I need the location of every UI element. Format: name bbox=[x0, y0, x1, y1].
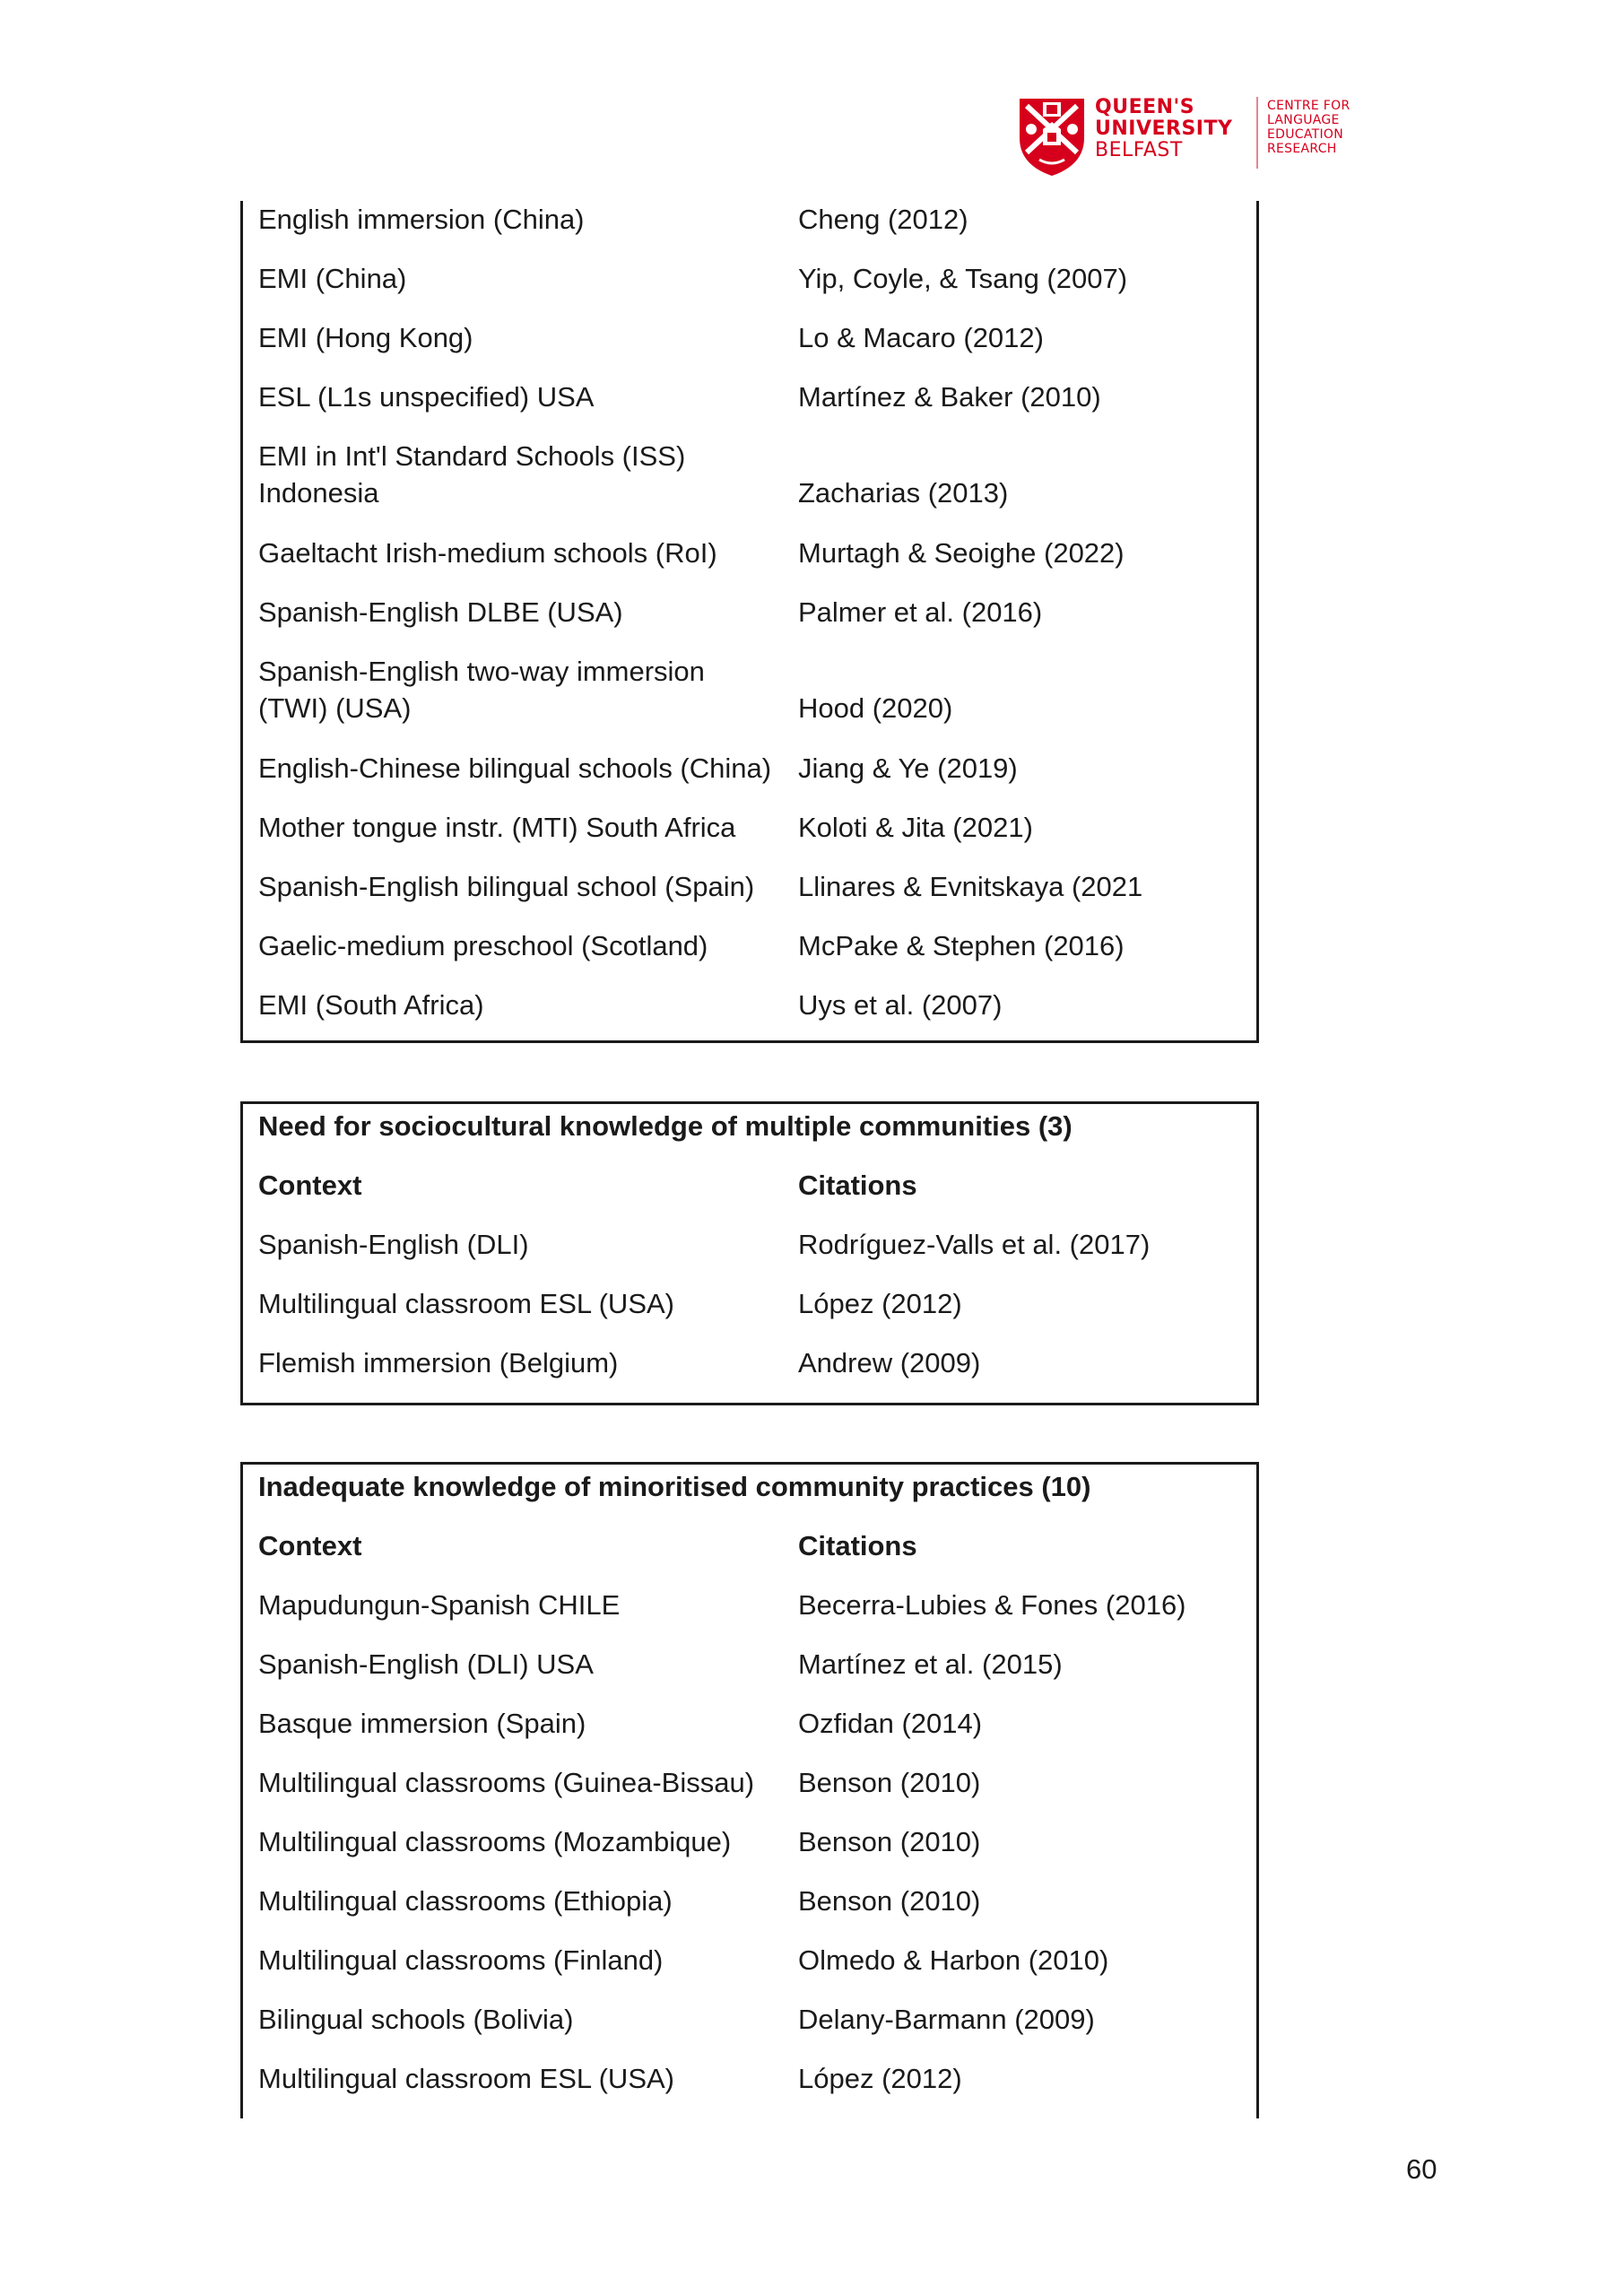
logo-divider bbox=[1256, 97, 1258, 169]
context-cell bbox=[258, 653, 796, 726]
context-cell: Gaeltacht Irish-medium schools (RoI) bbox=[258, 537, 717, 569]
university-name-line-1: QUEEN'S bbox=[1095, 96, 1195, 118]
context-cell: Mapudungun-Spanish CHILE bbox=[258, 1589, 621, 1621]
context-cell: Multilingual classrooms (Mozambique) bbox=[258, 1826, 732, 1857]
citation-cell: Olmedo & Harbon (2010) bbox=[798, 1944, 1109, 1976]
context-cell: EMI (South Africa) bbox=[258, 989, 484, 1021]
context-cell: Multilingual classrooms (Guinea-Bissau) bbox=[258, 1767, 755, 1798]
centre-name-line-1: CENTRE FOR bbox=[1267, 99, 1350, 113]
context-cell: English-Chinese bilingual schools (China) bbox=[258, 752, 772, 784]
context-line: (TWI) (USA) bbox=[258, 692, 412, 724]
context-line: EMI in Int'l Standard Schools (ISS) bbox=[258, 440, 686, 472]
context-cell: Multilingual classrooms (Finland) bbox=[258, 1944, 664, 1976]
centre-name-line-4: RESEARCH bbox=[1267, 142, 1337, 156]
context-cell bbox=[258, 438, 796, 511]
citation-cell: Cheng (2012) bbox=[798, 204, 968, 235]
context-cell: ESL (L1s unspecified) USA bbox=[258, 381, 595, 413]
context-cell: EMI (Hong Kong) bbox=[258, 322, 473, 353]
centre-name-line-2: LANGUAGE bbox=[1267, 113, 1340, 127]
context-cell: Spanish-English bilingual school (Spain) bbox=[258, 871, 755, 902]
sociocultural-knowledge-table bbox=[240, 1101, 1259, 1405]
table-title: Inadequate knowledge of minoritised community practices (10) bbox=[258, 1471, 1091, 1502]
citation-cell: Martínez et al. (2015) bbox=[798, 1648, 1063, 1680]
context-cell: EMI (China) bbox=[258, 263, 407, 294]
citations-column-header: Citations bbox=[798, 1530, 917, 1561]
context-line: Indonesia bbox=[258, 477, 379, 509]
citation-cell: McPake & Stephen (2016) bbox=[798, 930, 1125, 961]
citation-cell: López (2012) bbox=[798, 1288, 962, 1319]
context-cell: Multilingual classroom ESL (USA) bbox=[258, 1288, 675, 1319]
context-cell: Gaelic-medium preschool (Scotland) bbox=[258, 930, 708, 961]
citation-cell: Andrew (2009) bbox=[798, 1347, 981, 1378]
context-column-header: Context bbox=[258, 1170, 362, 1201]
citation-cell: Delany-Barmann (2009) bbox=[798, 2004, 1095, 2035]
context-cell: Spanish-English (DLI) bbox=[258, 1229, 529, 1260]
citation-cell: Llinares & Evnitskaya (2021 bbox=[798, 871, 1143, 902]
citation-cell: Hood (2020) bbox=[798, 692, 953, 724]
citation-cell: Ozfidan (2014) bbox=[798, 1708, 983, 1739]
citation-cell: Yip, Coyle, & Tsang (2007) bbox=[798, 263, 1128, 294]
minoritised-community-practices-table bbox=[240, 1462, 1259, 2118]
citation-cell: Koloti & Jita (2021) bbox=[798, 812, 1033, 843]
context-cell: Mother tongue instr. (MTI) South Africa bbox=[258, 812, 736, 843]
university-name-line-2: UNIVERSITY bbox=[1095, 117, 1233, 140]
citation-cell: Lo & Macaro (2012) bbox=[798, 322, 1044, 353]
context-citations-table-continued bbox=[240, 201, 1259, 1043]
context-cell: Multilingual classroom ESL (USA) bbox=[258, 2063, 675, 2094]
citation-cell: Murtagh & Seoighe (2022) bbox=[798, 537, 1125, 569]
context-cell: Spanish-English (DLI) USA bbox=[258, 1648, 594, 1680]
context-cell: Bilingual schools (Bolivia) bbox=[258, 2004, 574, 2035]
centre-name-line-3: EDUCATION bbox=[1267, 127, 1344, 142]
context-cell: Basque immersion (Spain) bbox=[258, 1708, 586, 1739]
citation-cell: Jiang & Ye (2019) bbox=[798, 752, 1018, 784]
context-column-header: Context bbox=[258, 1530, 362, 1561]
citation-cell: Zacharias (2013) bbox=[798, 477, 1009, 509]
centre-name bbox=[1267, 99, 1366, 156]
university-name bbox=[1095, 97, 1238, 161]
citation-cell: Benson (2010) bbox=[798, 1767, 981, 1798]
context-line: Spanish-English two-way immersion bbox=[258, 656, 705, 687]
citation-cell: Martínez & Baker (2010) bbox=[798, 381, 1101, 413]
context-cell: Multilingual classrooms (Ethiopia) bbox=[258, 1885, 673, 1917]
citation-cell: Becerra-Lubies & Fones (2016) bbox=[798, 1589, 1186, 1621]
citation-cell: Uys et al. (2007) bbox=[798, 989, 1003, 1021]
page-number: 60 bbox=[1406, 2153, 1437, 2185]
citation-cell: Rodríguez-Valls et al. (2017) bbox=[798, 1229, 1151, 1260]
citation-cell: Palmer et al. (2016) bbox=[798, 596, 1043, 628]
citation-cell: Benson (2010) bbox=[798, 1826, 981, 1857]
citation-cell: López (2012) bbox=[798, 2063, 962, 2094]
context-cell: Flemish immersion (Belgium) bbox=[258, 1347, 619, 1378]
university-crest-icon bbox=[1016, 95, 1088, 178]
citations-column-header: Citations bbox=[798, 1170, 917, 1201]
citation-cell: Benson (2010) bbox=[798, 1885, 981, 1917]
context-cell: Spanish-English DLBE (USA) bbox=[258, 596, 623, 628]
university-name-line-3: BELFAST bbox=[1095, 139, 1183, 161]
university-logo bbox=[1016, 93, 1357, 183]
table-title: Need for sociocultural knowledge of multiple communities (3) bbox=[258, 1110, 1073, 1142]
context-cell: English immersion (China) bbox=[258, 204, 585, 235]
